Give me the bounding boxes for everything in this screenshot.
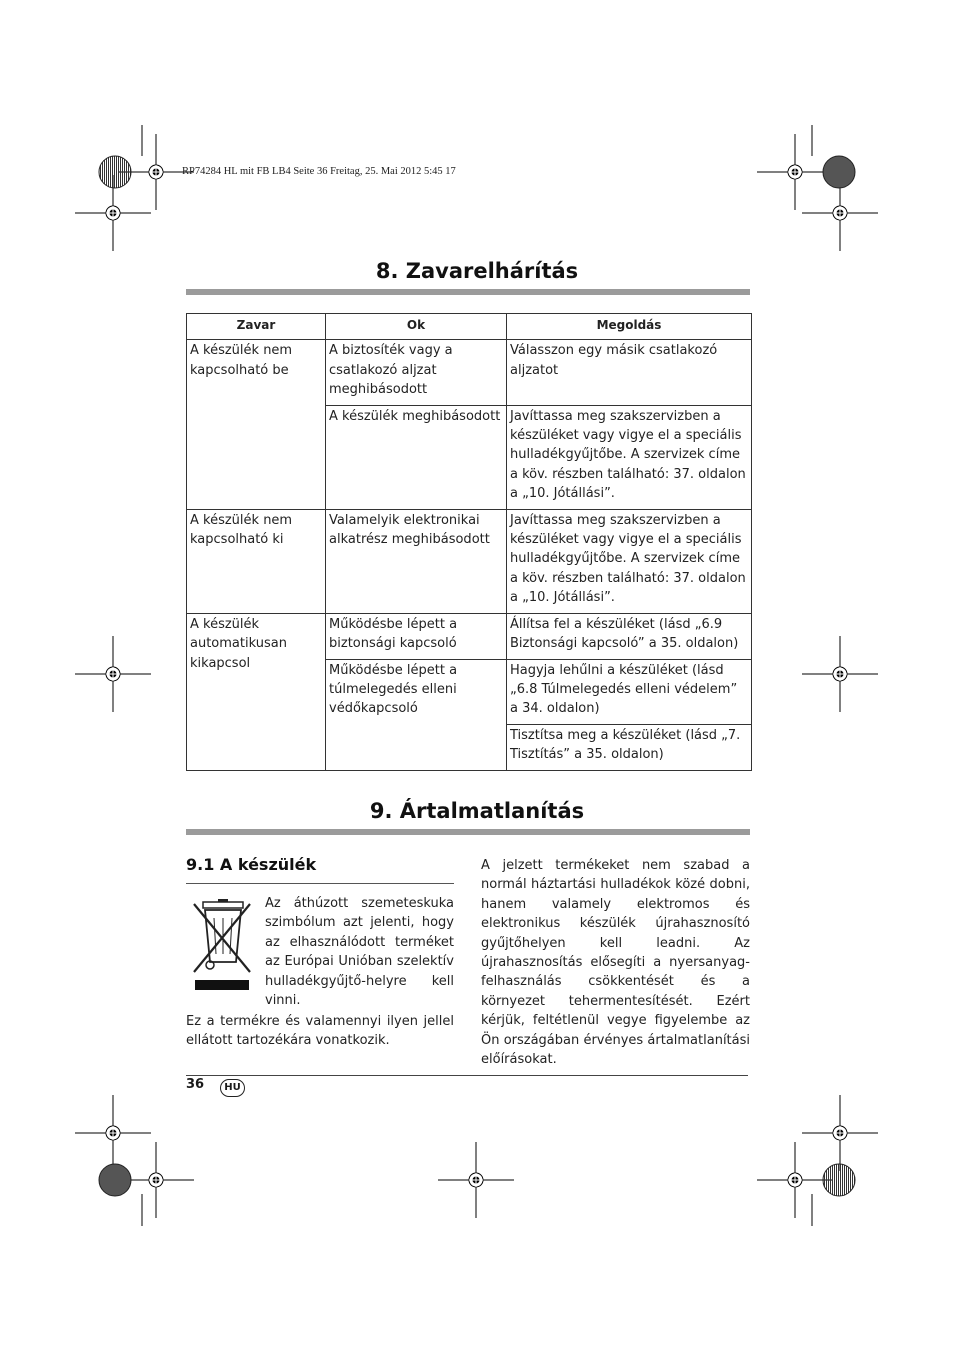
- table-header-row: [187, 314, 752, 340]
- subsection-rule: [186, 883, 454, 884]
- header-zavar: Zavar: [187, 314, 326, 340]
- language-badge: HU: [220, 1079, 245, 1097]
- megoldas-cell: Hagyja lehűlni a készüléket (lásd „6.8 Túlmelegedés elleni védelem” a 34. oldalon): [507, 659, 752, 724]
- subsection-title: 9.1 A készülék: [186, 855, 317, 874]
- bin-symbol-text: Az áthúzott szemeteskuka szimbólum azt jelenti, hogy az elhasználódott terméket az Európai Unióban szelektív hulladékgyűjtő-helyre kell vinni.: [265, 896, 454, 1009]
- header-megoldas: Megoldás: [507, 314, 752, 340]
- page-number: 36: [186, 1077, 205, 1092]
- footer-rule: [186, 1075, 748, 1076]
- section-8-rule: [186, 289, 750, 295]
- section-9-title: 9. Ártalmatlanítás: [369, 799, 585, 823]
- table-row: [187, 509, 752, 613]
- table-row: [187, 613, 752, 659]
- ok-cell: Működésbe lépett a biztonsági kapcsoló: [326, 613, 507, 659]
- section-9-rule: [186, 829, 750, 835]
- ok-cell: A biztosíték vagy a csatlakozó aljzat meghibásodott: [326, 340, 507, 405]
- megoldas-cell: Javíttassa meg szakszervizben a készüléket vagy vigye el a speciális hulladékgyűjtőbe. A szervizek címe a köv. részben található: 37. oldalon a „10. Jótállási”.: [507, 509, 752, 613]
- section-8-title: 8. Zavarelhárítás: [375, 259, 579, 283]
- zavar-cell: A készülék automatikusan kikapcsol: [187, 613, 326, 770]
- ok-cell: Működésbe lépett a túlmelegedés elleni védőkapcsoló: [326, 659, 507, 770]
- crossed-out-wheelie-bin-icon: [190, 898, 254, 994]
- print-header: RP74284 HL mit FB LB4 Seite 36 Freitag, 25. Mai 2012 5:45 17: [182, 166, 456, 177]
- megoldas-cell: Tisztítsa meg a készüléket (lásd „7. Tisztítás” a 35. oldalon): [507, 724, 752, 770]
- ok-cell: Valamelyik elektronikai alkatrész meghibásodott: [326, 509, 507, 613]
- zavar-cell: A készülék nem kapcsolható be: [187, 340, 326, 509]
- ok-cell: A készülék meghibásodott: [326, 405, 507, 509]
- table-row: [187, 340, 752, 405]
- megoldas-cell: Válasszon egy másik csatlakozó aljzatot: [507, 340, 752, 405]
- disposal-text: A jelzett termékeket nem szabad a normál háztartási hulladékok közé dobni, hanem valamely elektromos és elektronikus készülék újrahasznosító gyűjtőhelyen kell leadni. Az újrahasznosítás elősegíti a nyersanyag-felhasználás csökkentését és a környezet tehermentesítését. Ezért kérjük, feltétlenül vegye figyelembe az Ön országában érvényes ártalmatlanítási előírásokat.: [481, 858, 750, 1068]
- megoldas-cell: Állítsa fel a készüléket (lásd „6.9 Biztonsági kapcsoló” a 35. oldalon): [507, 613, 752, 659]
- troubleshooting-table: [186, 313, 752, 771]
- accessory-text: Ez a termékre és valamennyi ilyen jellel ellátott tartozékára vonatkozik.: [186, 1014, 454, 1049]
- megoldas-cell: Javíttassa meg szakszervizben a készüléket vagy vigye el a speciális hulladékgyűjtőbe. A szervizek címe a köv. részben található: 37. oldalon a „10. Jótállási”.: [507, 405, 752, 509]
- header-ok: Ok: [326, 314, 507, 340]
- zavar-cell: A készülék nem kapcsolható ki: [187, 509, 326, 613]
